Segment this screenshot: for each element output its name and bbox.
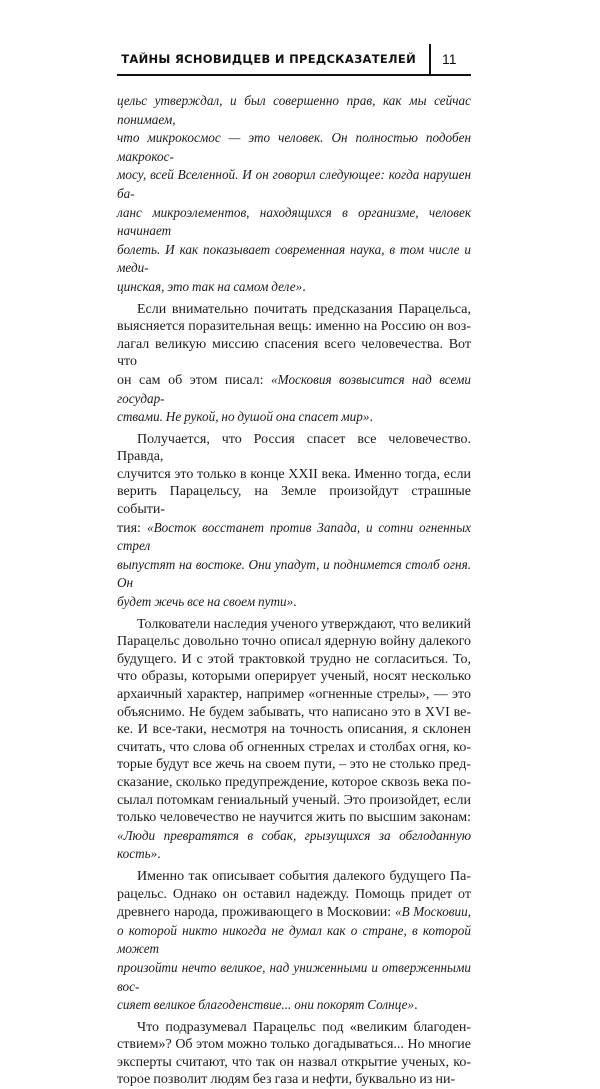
text-run: только человечество не научится жить по высшим законам: bbox=[117, 810, 471, 826]
text-line bbox=[117, 721, 471, 739]
text-line bbox=[117, 651, 471, 669]
text-run: ке. И все-таки, несмотря на точность описания, я склонен bbox=[117, 722, 471, 738]
text-line bbox=[117, 886, 471, 904]
text-line bbox=[117, 1019, 471, 1037]
text-line bbox=[117, 336, 471, 371]
text-run: . bbox=[302, 279, 306, 295]
text-line bbox=[117, 1054, 471, 1072]
text-run: он сам об этом писал: bbox=[117, 372, 272, 388]
text-run: случится это только в конце XXII века. Именно тогда, если bbox=[117, 466, 471, 482]
text-run: тия: bbox=[117, 520, 147, 536]
text-run: лагал великую миссию спасения всего человечества. Вот что bbox=[117, 336, 471, 370]
text-line bbox=[117, 318, 471, 336]
italic-quote: выпустят на востоке. Они упадут, и поднимется столб огня. Он bbox=[117, 556, 471, 591]
italic-quote: цельс утверждал, и был совершенно прав, как мы сейчас понимаем, bbox=[117, 93, 471, 127]
text-line bbox=[117, 129, 471, 166]
text-line bbox=[117, 616, 471, 634]
text-run: . bbox=[369, 410, 373, 426]
text-line bbox=[117, 371, 471, 408]
text-line bbox=[117, 996, 471, 1015]
header-rule bbox=[117, 74, 471, 76]
text-run: объяснимо. Не будем забывать, что написано это в XVI ве- bbox=[117, 704, 471, 720]
text-run: сылал потомкам гениальный ученый. Это произойдет, если bbox=[117, 792, 471, 808]
text-run: эксперты считают, что так он назвал открытие ученых, ко- bbox=[117, 1054, 471, 1070]
text-run: выясняется поразительная вещь: именно на Россию он воз- bbox=[117, 319, 471, 335]
text-line bbox=[117, 686, 471, 704]
italic-quote: мосу, всей Вселенной. И он говорил следующее: когда нарушен ба- bbox=[117, 167, 471, 201]
text-run: будущего. И с этой трактовкой трудно не согласиться. То, bbox=[117, 651, 471, 667]
text-run: Парацельс довольно точно описал ядерную войну далекого bbox=[117, 634, 471, 650]
text-line bbox=[117, 827, 471, 864]
text-line bbox=[117, 774, 471, 792]
text-run: древнего народа, проживающего в Московии: bbox=[117, 905, 395, 921]
text-line bbox=[117, 739, 471, 757]
italic-quote: «Люди превратятся в собак, грызущихся за обглоданную кость» bbox=[117, 827, 471, 862]
text-line bbox=[117, 92, 471, 129]
italic-quote: будет жечь все на своем пути» bbox=[117, 594, 294, 610]
text-line bbox=[117, 466, 471, 484]
text-line bbox=[117, 519, 471, 556]
text-run: торые будут все жечь на своем пути, – это не столько пред- bbox=[117, 757, 471, 773]
text-run: . bbox=[414, 998, 418, 1014]
italic-quote: сияет великое благоденствие... они покорят Солнце» bbox=[117, 997, 415, 1013]
text-run: Если внимательно почитать предсказания Парацельса, bbox=[137, 301, 471, 317]
text-run: . bbox=[293, 595, 297, 611]
text-line bbox=[117, 704, 471, 722]
text-run: ствием»? Об этом можно только догадываться... Но многие bbox=[117, 1037, 471, 1053]
text-line bbox=[117, 166, 471, 203]
text-run: Именно так описывает события далекого будущего Па- bbox=[137, 868, 471, 884]
text-line bbox=[117, 756, 471, 774]
italic-quote: произойти нечто великое, над униженными и отверженными вос- bbox=[117, 959, 471, 994]
text-line bbox=[117, 1071, 471, 1089]
text-run: торое позволит людям без газа и нефти, буквально из ни- bbox=[117, 1072, 456, 1088]
text-line bbox=[117, 556, 471, 593]
text-run: сказание, сколько предупреждение, которое сквозь века по- bbox=[117, 774, 471, 790]
text-run: рацельс. Однако он оставил надежду. Помощь придет от bbox=[117, 886, 471, 902]
text-line bbox=[117, 633, 471, 651]
page-body bbox=[117, 92, 471, 1089]
header-separator bbox=[429, 44, 431, 76]
italic-quote: «Московия возвысится над всеми государ- bbox=[117, 371, 471, 406]
italic-quote: болеть. И как показывает современная наука, в том числе и меди- bbox=[117, 241, 471, 276]
running-header bbox=[117, 44, 471, 78]
text-line bbox=[117, 241, 471, 278]
text-line bbox=[117, 903, 471, 922]
page-number: 11 bbox=[442, 51, 457, 67]
text-run: считать, что слова об огненных стрелах и столбах огня, ко- bbox=[117, 739, 471, 755]
text-run: что образы, которыми оперирует ученый, носят несколько bbox=[117, 669, 471, 685]
text-line bbox=[117, 668, 471, 686]
italic-quote: ствами. Не рукой, но душой она спасет мир» bbox=[117, 409, 370, 425]
running-title: ТАЙНЫ ЯСНОВИДЦЕВ И ПРЕДСКАЗАТЕЛЕЙ bbox=[121, 52, 416, 66]
text-line bbox=[117, 959, 471, 996]
text-run: . bbox=[157, 847, 161, 863]
text-line bbox=[117, 483, 471, 518]
italic-quote: ланс микроэлементов, находящихся в организме, человек начинает bbox=[117, 204, 471, 239]
text-line bbox=[117, 301, 471, 319]
italic-quote: цинская, это так на самом деле» bbox=[117, 278, 303, 294]
italic-quote: «Восток восстанет против Запада, и сотни огненных стрел bbox=[117, 519, 471, 554]
text-line bbox=[117, 408, 471, 427]
text-line bbox=[117, 792, 471, 810]
text-line bbox=[117, 809, 471, 827]
text-run: Что подразумевал Парацельс под «великим благоден- bbox=[137, 1019, 471, 1035]
text-line bbox=[117, 1036, 471, 1054]
italic-quote: что микрокосмос — это человек. Он полностью подобен макрокос- bbox=[117, 130, 471, 164]
text-line bbox=[117, 593, 471, 612]
italic-quote: «В Московии, bbox=[395, 904, 471, 920]
text-run: верить Парацельсу, на Земле произойдут страшные событи- bbox=[117, 484, 471, 518]
text-line bbox=[117, 922, 471, 959]
text-run: Получается, что Россия спасет все человечество. Правда, bbox=[117, 431, 471, 465]
text-run: архаичный характер, например «огненные стрелы», — это bbox=[117, 687, 471, 702]
text-run: Толкователи наследия ученого утверждают, что великий bbox=[137, 616, 471, 632]
text-line bbox=[117, 431, 471, 466]
text-line bbox=[117, 868, 471, 886]
italic-quote: о которой никто никогда не думал как о стране, в которой может bbox=[117, 922, 471, 957]
text-line bbox=[117, 278, 471, 297]
text-line bbox=[117, 204, 471, 241]
